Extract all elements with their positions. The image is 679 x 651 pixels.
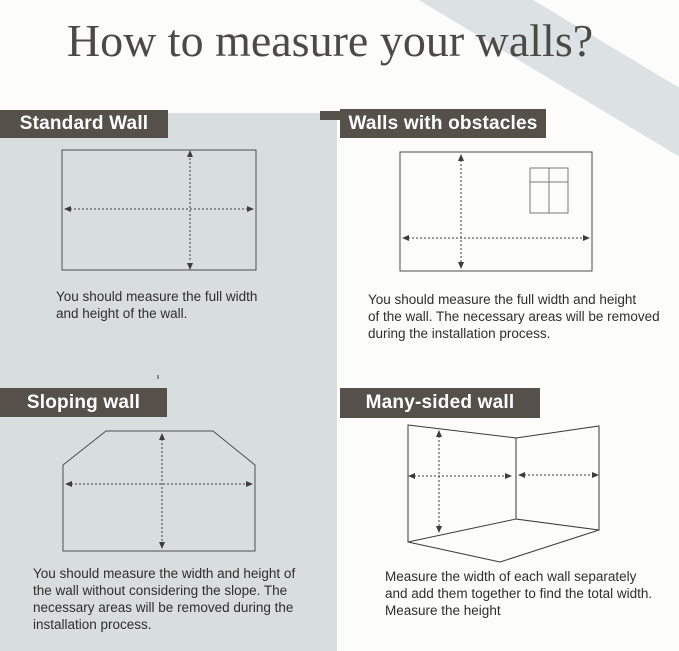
description-line: You should measure the full width and height (368, 292, 637, 307)
right-wall-outline (516, 426, 599, 530)
standard-wall-header (0, 110, 168, 138)
obstacles-header (340, 109, 546, 138)
right-width-arrow (518, 472, 599, 478)
height-arrow (159, 433, 165, 549)
description-line: You should measure the full width (56, 289, 258, 304)
standard-wall-description (56, 288, 257, 322)
description-line: You should measure the width and height of (33, 566, 296, 581)
wall-outline (400, 152, 592, 271)
standard-wall-diagram (40, 145, 280, 280)
width-arrow (65, 481, 253, 487)
width-arrow (64, 206, 254, 212)
standard-wall-header-label: Standard Wall (19, 113, 149, 134)
description-line: installation process. (33, 617, 152, 632)
page-title: How to measure your walls? (66, 15, 594, 66)
obstacles-header-label: Walls with obstacles (348, 112, 538, 134)
obstacles-wall-description (368, 291, 660, 342)
description-line: and height of the wall. (56, 306, 188, 321)
width-arrow (402, 235, 590, 241)
wall-outline (62, 150, 256, 270)
sloping-wall-header (0, 388, 167, 417)
left-wall-outline (408, 425, 516, 542)
height-arrow (458, 154, 464, 269)
many-sided-wall-diagram (400, 418, 610, 570)
many-sided-wall-description (385, 568, 652, 619)
description-line: the wall without considering the slope. The (33, 583, 288, 598)
height-arrow (187, 150, 193, 270)
sloping-wall-description (33, 565, 295, 633)
left-width-arrow (408, 473, 512, 479)
description-line: of the wall. The necessary areas will be removed (368, 309, 660, 324)
obstacles-header-tab (320, 111, 342, 120)
many-sided-wall-header (340, 388, 540, 418)
sloping-wall-diagram (40, 425, 270, 560)
description-line: during the installation process. (368, 326, 551, 341)
speck-artifact (157, 375, 159, 379)
description-line: and add them together to find the total width. (385, 586, 653, 601)
description-line: Measure the width of each wall separately (385, 569, 637, 584)
height-arrow (436, 430, 442, 533)
description-line: necessary areas will be removed during the (33, 600, 294, 615)
floor-outline (408, 530, 599, 562)
many-sided-wall-header-label: Many-sided wall (365, 392, 515, 413)
obstacles-wall-diagram (395, 148, 600, 276)
wall-outline (63, 431, 255, 551)
sloping-wall-header-label: Sloping wall (26, 391, 141, 413)
description-line: Measure the height (385, 603, 501, 618)
window-icon (530, 168, 568, 213)
